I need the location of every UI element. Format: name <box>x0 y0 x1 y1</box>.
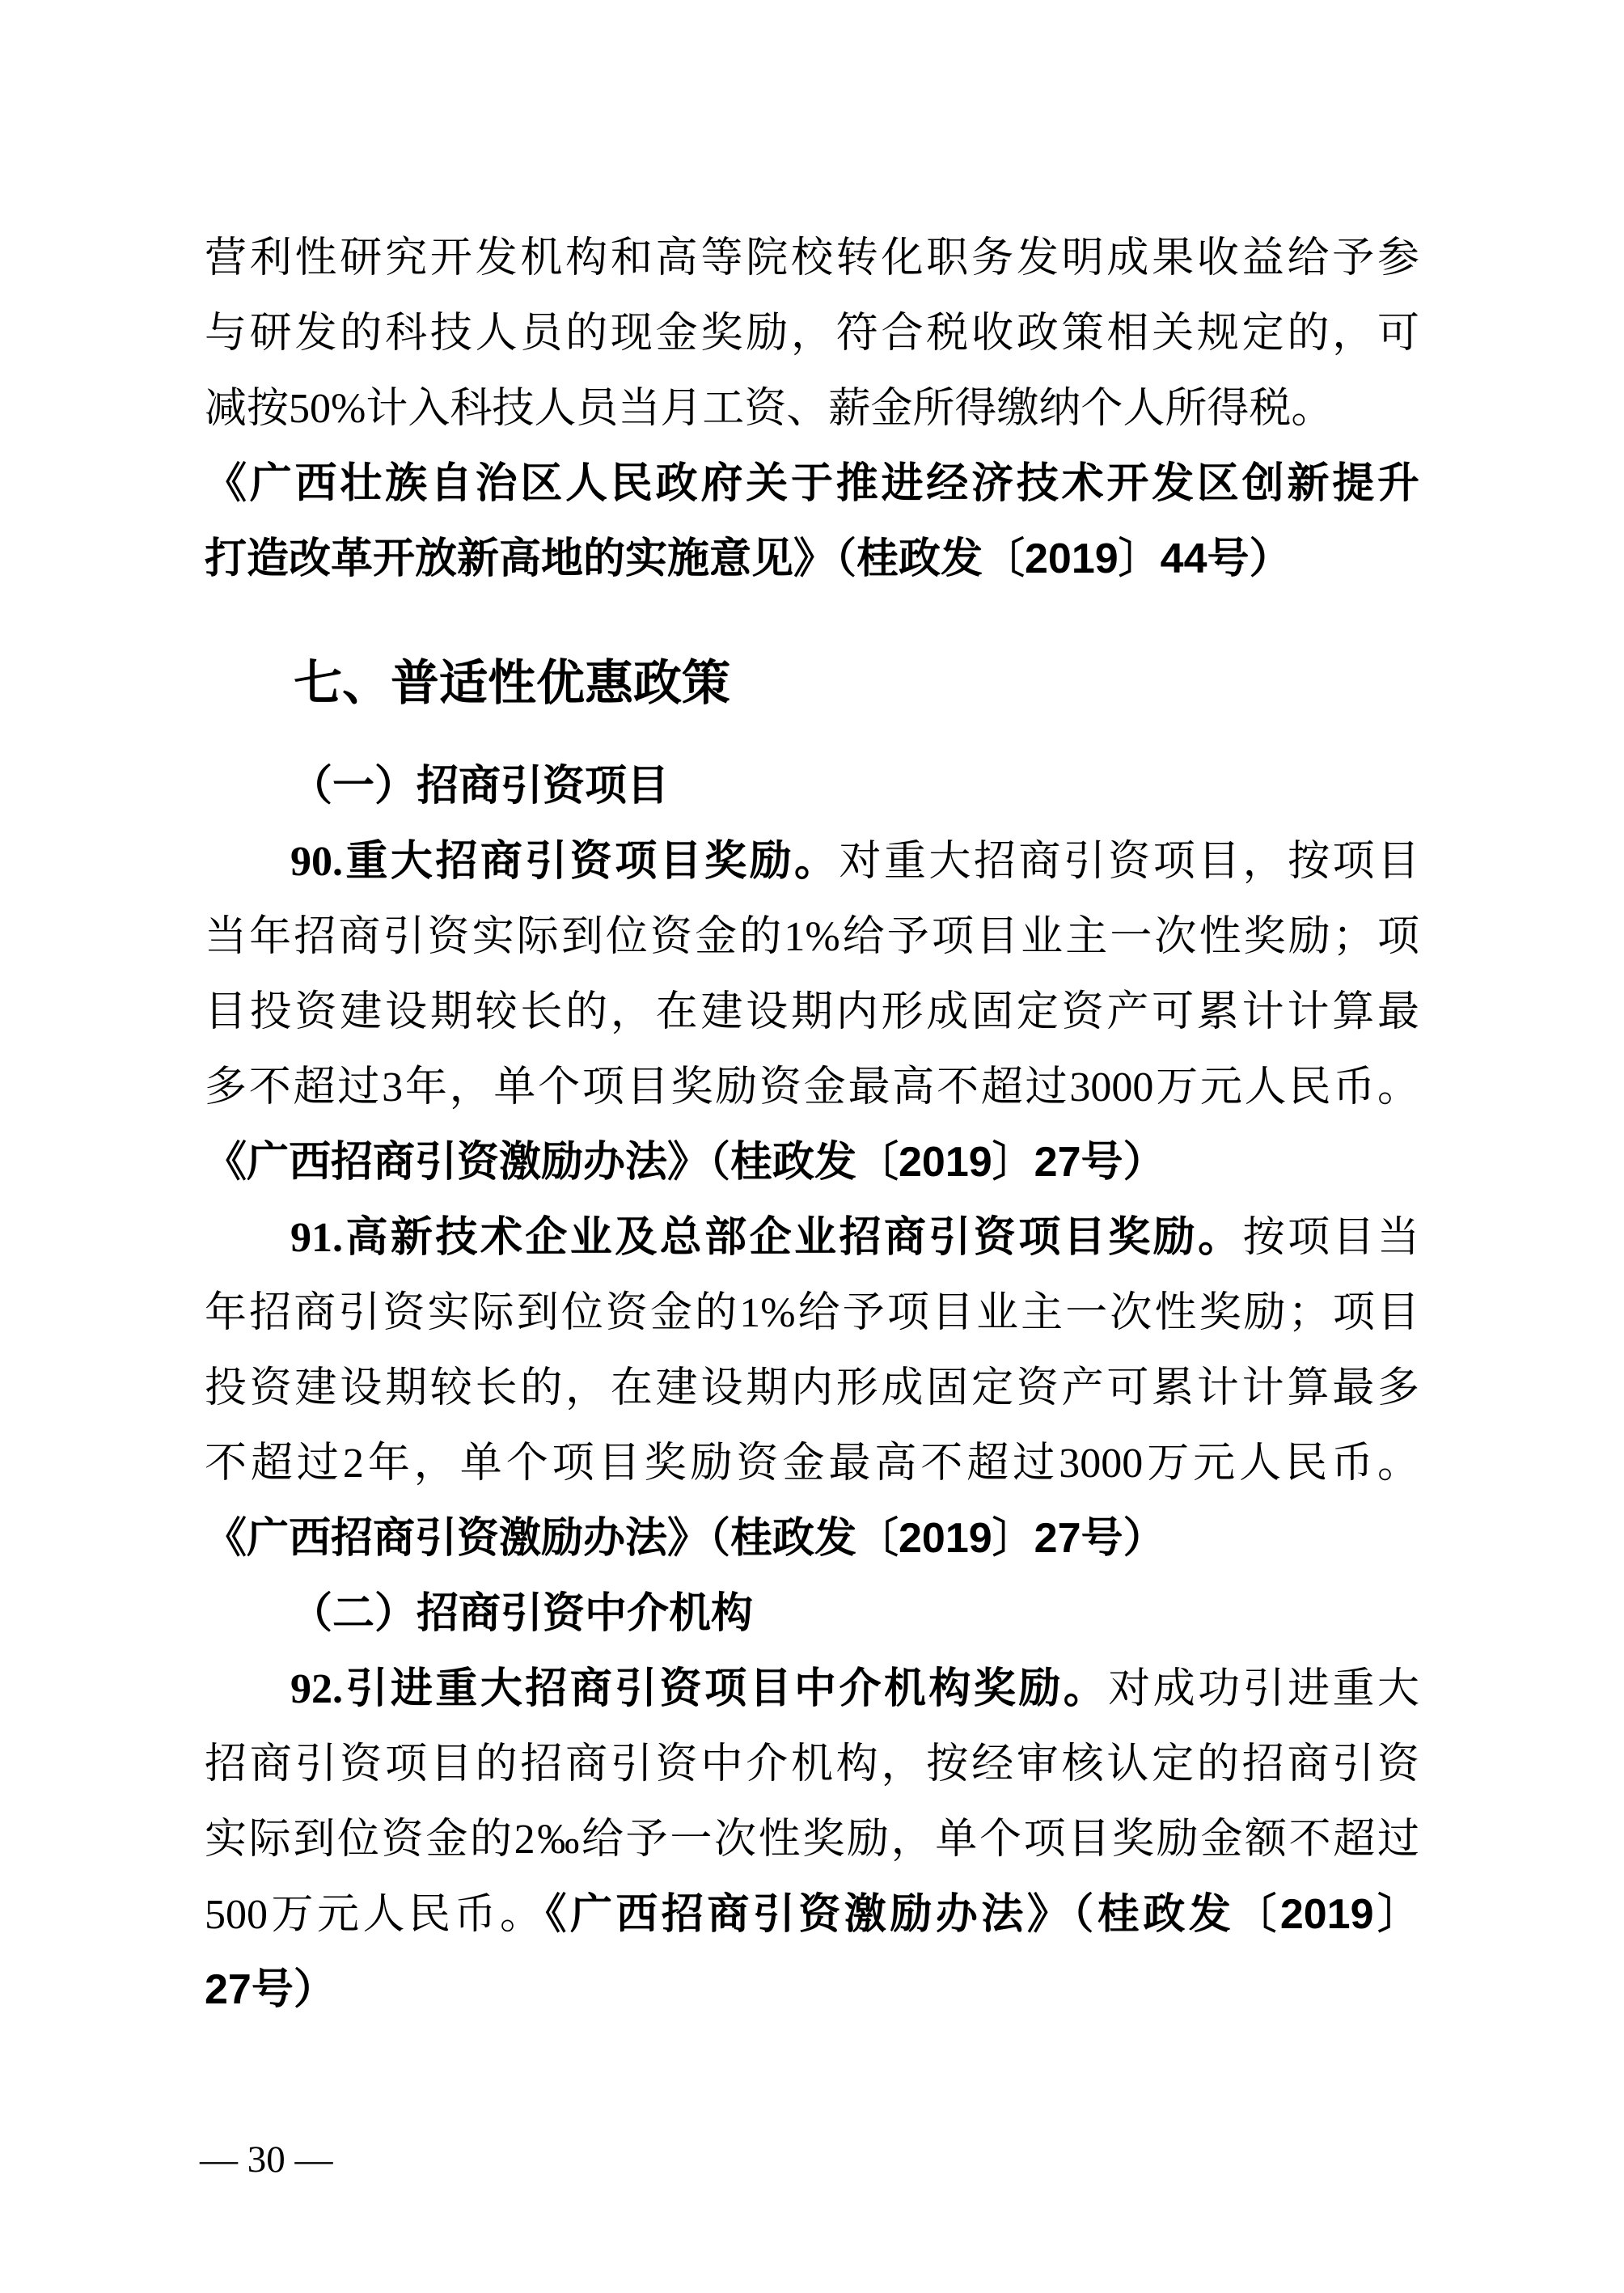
body-text: 按项目当 <box>1242 1215 1419 1261</box>
page-number: — 30 — <box>200 2139 333 2181</box>
sub-heading-2-block <box>205 1576 1419 1652</box>
body-text: 多不超过3年，单个项目奖励资金最高不超过3000万元人民币。 <box>205 1064 1419 1111</box>
sub-heading-1-block <box>205 749 1419 824</box>
item-line <box>205 975 1419 1050</box>
body-text: 年招商引资实际到位资金的1%给予项目业主一次性奖励；项目 <box>205 1290 1419 1336</box>
item-line <box>205 1727 1419 1802</box>
citation-line <box>205 1125 1419 1200</box>
item-line <box>205 1426 1419 1501</box>
item-91 <box>205 1200 1419 1576</box>
body-text: 对成功引进重大 <box>1108 1666 1419 1712</box>
body-text: 招商引资项目的招商引资中介机构，按经审核认定的招商引资 <box>205 1741 1419 1787</box>
citation-line <box>205 522 1419 597</box>
citation-line <box>205 1501 1419 1576</box>
citation-line <box>205 1952 1419 2028</box>
item-line <box>205 1050 1419 1125</box>
item-line <box>205 1802 1419 1877</box>
citation-text: 27号） <box>205 1966 336 2013</box>
sub-heading: （二）招商引资中介机构 <box>290 1591 754 1637</box>
item-line <box>205 899 1419 975</box>
item-line <box>205 1200 1419 1276</box>
item-line <box>205 1652 1419 1727</box>
body-line <box>205 296 1419 371</box>
citation-text: 《广西招商引资激励办法》（桂政发〔2019〕 <box>545 1891 1419 1938</box>
item-90 <box>205 824 1419 1200</box>
body-text: 目投资建设期较长的，在建设期内形成固定资产可累计计算最 <box>205 989 1419 1035</box>
citation-text: 《广西招商引资激励办法》（桂政发〔2019〕27号） <box>205 1139 1165 1186</box>
body-text: 不超过2年，单个项目奖励资金最高不超过3000万元人民币。 <box>205 1441 1419 1487</box>
citation-text: 《广西壮族自治区人民政府关于推进经济技术开发区创新提升 <box>205 460 1419 507</box>
item-line <box>205 1276 1419 1351</box>
item-bold-lead: 90.重大招商引资项目奖励。 <box>290 839 839 885</box>
citation-text: 打造改革开放新高地的实施意见》（桂政发〔2019〕44号） <box>205 535 1292 582</box>
item-line <box>205 824 1419 899</box>
item-92 <box>205 1652 1419 2028</box>
body-text: 投资建设期较长的，在建设期内形成固定资产可累计计算最多 <box>205 1365 1419 1411</box>
item-bold-lead: 91.高新技术企业及总部企业招商引资项目奖励。 <box>290 1215 1243 1261</box>
section-heading: 七、普适性优惠政策 <box>294 656 730 710</box>
item-line <box>205 1351 1419 1426</box>
body-line <box>205 221 1419 296</box>
body-text: 与研发的科技人员的现金奖励，符合税收政策相关规定的，可 <box>205 311 1419 357</box>
paragraph-continuation <box>205 221 1419 597</box>
body-text: 实际到位资金的2‰给予一次性奖励，单个项目奖励金额不超过 <box>205 1817 1419 1863</box>
citation-line <box>205 446 1419 522</box>
citation-text: 《广西招商引资激励办法》（桂政发〔2019〕27号） <box>205 1515 1165 1562</box>
section-heading-block <box>205 645 1419 721</box>
sub-heading: （一）招商引资项目 <box>290 764 670 810</box>
body-line <box>205 371 1419 446</box>
item-line <box>205 1877 1419 1952</box>
body-text: 当年招商引资实际到位资金的1%给予项目业主一次性奖励；项 <box>205 914 1419 960</box>
body-text: 对重大招商引资项目，按项目 <box>839 839 1419 885</box>
body-text: 500万元人民币。 <box>205 1892 546 1938</box>
body-text: 营利性研究开发机构和高等院校转化职务发明成果收益给予参 <box>205 235 1419 281</box>
body-text: 减按50%计入科技人员当月工资、薪金所得缴纳个人所得税。 <box>205 386 1334 432</box>
item-bold-lead: 92.引进重大招商引资项目中介机构奖励。 <box>290 1666 1109 1712</box>
